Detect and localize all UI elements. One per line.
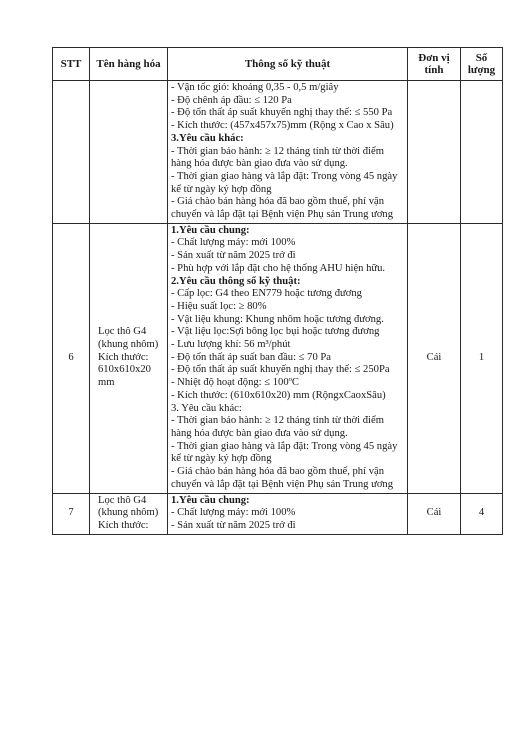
spec-line: - Giá chào bán hàng hóa đã bao gồm thuế, phí vận chuyển và lắp đặt tại Bệnh viện Phụ sản Trung ương [171,466,394,490]
table-row-7 [53,493,503,534]
header-stt: STT [53,48,90,81]
spec-table [52,47,503,535]
spec-line: - Kích thước: (457x457x75)mm (Rộng x Cao x Sâu) [171,120,394,132]
spec-line: - Thời gian bảo hành: ≥ 12 tháng tính từ thời điểm hàng hóa được bàn giao đưa vào sử dụng. [171,415,384,439]
cell-qty: 4 [461,493,503,534]
spec-section-heading: 3.Yêu cầu khác: [171,132,244,144]
cell-stt: 7 [53,493,90,534]
spec-line: - Độ tổn thất áp suất ban đầu: ≤ 70 Pa [171,351,331,363]
spec-line: - Hiệu suất lọc: ≥ 80% [171,300,267,312]
cell-spec [168,223,408,493]
spec-line: - Sản xuất từ năm 2025 trở đi [171,519,296,531]
spec-line: - Độ chênh áp đầu: ≤ 120 Pa [171,94,292,106]
header-unit: Đơn vị tính [408,48,461,81]
cell-spec [168,81,408,224]
spec-line: - Độ tổn thất áp suất khuyến nghị thay thế: ≤ 250Pa [171,364,390,376]
header-spec: Thông số kỹ thuật [168,48,408,81]
cell-stt [53,81,90,224]
spec-line: - Cấp lọc: G4 theo EN779 hoặc tương đương [171,288,362,300]
cell-unit [408,81,461,224]
cell-unit: Cái [408,493,461,534]
cell-name: Lọc thô G4 (khung nhôm) Kích thước: 610x610x20 mm [90,223,168,493]
spec-section-heading: 1.Yêu cầu chung: [171,224,250,236]
spec-line: - Chất lượng máy: mới 100% [171,237,296,249]
spec-line: - Vật liệu lọc:Sợi bông lọc bụi hoặc tương đương [171,326,380,338]
cell-qty [461,81,503,224]
spec-line: - Kích thước: (610x610x20) mm (RộngxCaoxSâu) [171,389,386,401]
spec-line: 3. Yêu cầu khác: [171,402,242,414]
spec-line: - Thời gian giao hàng và lắp đặt: Trong vòng 45 ngày kể từ ngày ký hợp đồng [171,170,398,195]
table-row-6 [53,223,503,493]
spec-line: - Phù hợp với lắp đặt cho hệ thống AHU hiện hữu. [171,262,386,274]
header-name: Tên hàng hóa [90,48,168,81]
spec-line: - Nhiệt độ hoạt động: ≤ 100ºC [171,377,299,389]
spec-line: - Độ tổn thất áp suất khuyến nghị thay thế: ≤ 550 Pa [171,107,393,119]
spec-section-heading: 1.Yêu cầu chung: [171,494,250,506]
spec-line: - Sản xuất từ năm 2025 trở đi [171,250,296,262]
spec-line: - Vận tốc gió: khoảng 0,35 - 0,5 m/giây [171,82,339,93]
spec-line: - Vật liệu khung: Khung nhôm hoặc tương đương. [171,313,384,325]
spec-line: - Giá chào bán hàng hóa đã bao gồm thuế, phí vận chuyển và lắp đặt tại Bệnh viện Phụ sản Trung ương [171,196,394,221]
table-header-row [53,48,503,81]
cell-spec [168,493,408,534]
spec-line: - Thời gian bảo hành: ≥ 12 tháng tính từ thời điểm hàng hóa được bàn giao đưa vào sử dụng. [171,145,384,170]
cell-stt: 6 [53,223,90,493]
header-qty: Số lượng [461,48,503,81]
spec-section-heading: 2.Yêu cầu thông số kỹ thuật: [171,275,301,287]
spec-line: - Lưu lượng khí: 56 m³/phút [171,339,291,351]
cell-name: Lọc thô G4 (khung nhôm) Kích thước: [90,493,168,534]
spec-line: - Thời gian giao hàng và lắp đặt: Trong vòng 45 ngày kể từ ngày ký hợp đồng [171,440,398,465]
spec-line: - Chất lượng máy: mới 100% [171,507,296,519]
table-row-continued [53,81,503,224]
cell-name [90,81,168,224]
cell-qty: 1 [461,223,503,493]
cell-unit: Cái [408,223,461,493]
